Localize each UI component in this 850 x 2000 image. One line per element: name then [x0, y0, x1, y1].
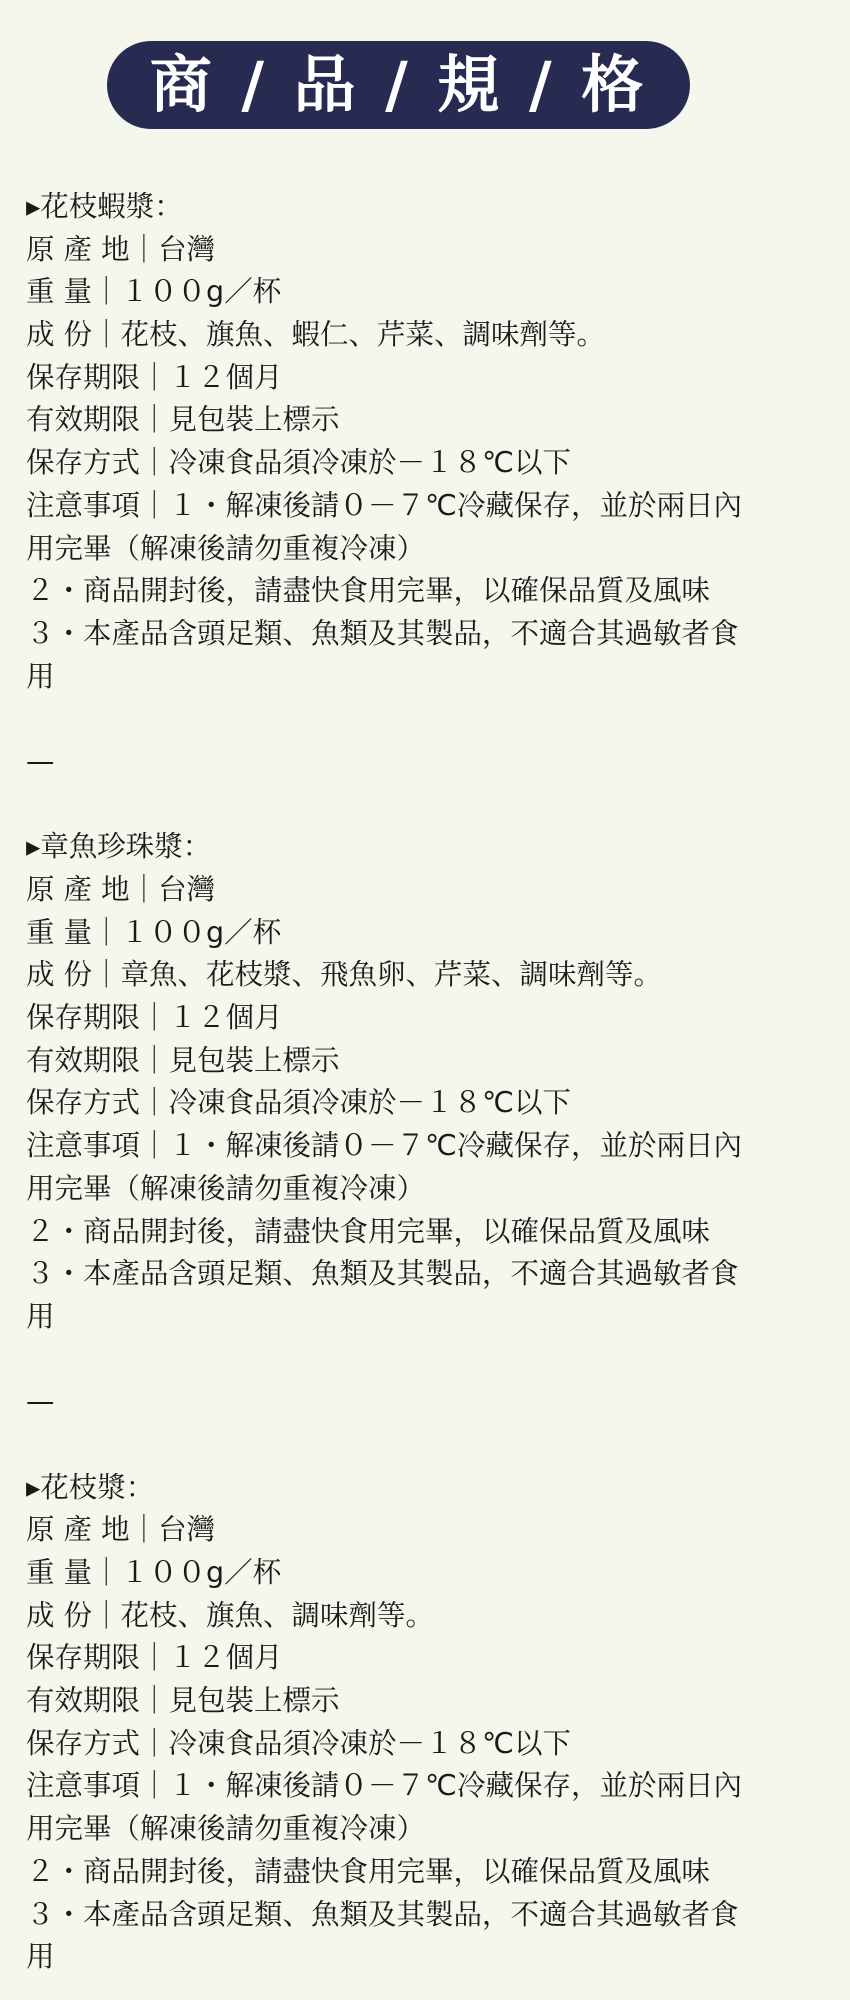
notes-line: 用 — [26, 659, 55, 693]
storage-line: 保存方式｜冷凍食品須冷凍於－１８℃以下 — [26, 1726, 572, 1760]
notes-line: ３・本產品含頭足類、魚類及其製品，不適合其過敏者食 — [26, 1257, 739, 1291]
spacer — [26, 698, 826, 741]
spacer — [26, 1339, 826, 1382]
notes-line: ２・商品開封後，請盡快食用完畢，以確保品質及風味 — [26, 1214, 711, 1248]
storage-line: 保存方式｜冷凍食品須冷凍於－１８℃以下 — [26, 1086, 572, 1120]
origin-line: 原 產 地｜台灣 — [26, 232, 216, 266]
section-separator: — — [26, 1385, 55, 1419]
notes-line: ３・本產品含頭足類、魚類及其製品，不適合其過敏者食 — [26, 1897, 739, 1931]
product-section — [26, 1467, 826, 1979]
origin-line: 原 產 地｜台灣 — [26, 1513, 216, 1547]
ingredients-line: 成 份｜花枝、旗魚、調味劑等。 — [26, 1598, 435, 1632]
spacer — [26, 1424, 826, 1467]
expiry-line: 有效期限｜見包裝上標示 — [26, 403, 340, 437]
section-separator: — — [26, 744, 55, 778]
product-section — [26, 186, 826, 698]
product-section — [26, 826, 826, 1338]
weight-line: 重 量｜１００g／杯 — [26, 1556, 282, 1589]
shelf-life-line: 保存期限｜１２個月 — [26, 1001, 283, 1035]
expiry-line: 有效期限｜見包裝上標示 — [26, 1043, 340, 1077]
notes-line: 用 — [26, 1299, 55, 1333]
notes-line: 用完畢（解凍後請勿重複冷凍） — [26, 1812, 426, 1846]
product-name: ▸花枝漿： — [26, 1470, 155, 1504]
notes-line: 注意事項｜１・解凍後請０－７℃冷藏保存，並於兩日內 — [26, 1129, 743, 1163]
notes-line: ２・商品開封後，請盡快食用完畢，以確保品質及風味 — [26, 574, 711, 608]
origin-line: 原 產 地｜台灣 — [26, 873, 216, 906]
notes-line: 用完畢（解凍後請勿重複冷凍） — [26, 1171, 426, 1205]
shelf-life-line: 保存期限｜１２個月 — [26, 1641, 283, 1675]
title-banner — [107, 41, 690, 129]
product-name: ▸花枝蝦漿： — [26, 190, 183, 223]
product-name: ▸章魚珍珠漿： — [26, 830, 212, 864]
notes-line: 注意事項｜１・解凍後請０－７℃冷藏保存，並於兩日內 — [26, 1769, 743, 1803]
weight-line: 重 量｜１００g／杯 — [26, 275, 282, 309]
weight-line: 重 量｜１００g／杯 — [26, 915, 282, 949]
notes-line: ３・本產品含頭足類、魚類及其製品，不適合其過敏者食 — [26, 616, 739, 650]
shelf-life-line: 保存期限｜１２個月 — [26, 360, 283, 394]
expiry-line: 有效期限｜見包裝上標示 — [26, 1684, 340, 1718]
notes-line: ２・商品開封後，請盡快食用完畢，以確保品質及風味 — [26, 1854, 711, 1888]
ingredients-line: 成 份｜花枝、旗魚、蝦仁、芹菜、調味劑等。 — [26, 318, 606, 352]
spec-content — [26, 186, 826, 1979]
notes-line: 用完畢（解凍後請勿重複冷凍） — [26, 531, 426, 565]
spacer — [26, 784, 826, 827]
storage-line: 保存方式｜冷凍食品須冷凍於－１８℃以下 — [26, 446, 572, 480]
notes-line: 用 — [26, 1940, 55, 1974]
ingredients-line: 成 份｜章魚、花枝漿、飛魚卵、芹菜、調味劑等。 — [26, 958, 663, 992]
page-title: 商 / 品 / 規 / 格 — [149, 48, 648, 121]
notes-line: 注意事項｜１・解凍後請０－７℃冷藏保存，並於兩日內 — [26, 488, 743, 522]
